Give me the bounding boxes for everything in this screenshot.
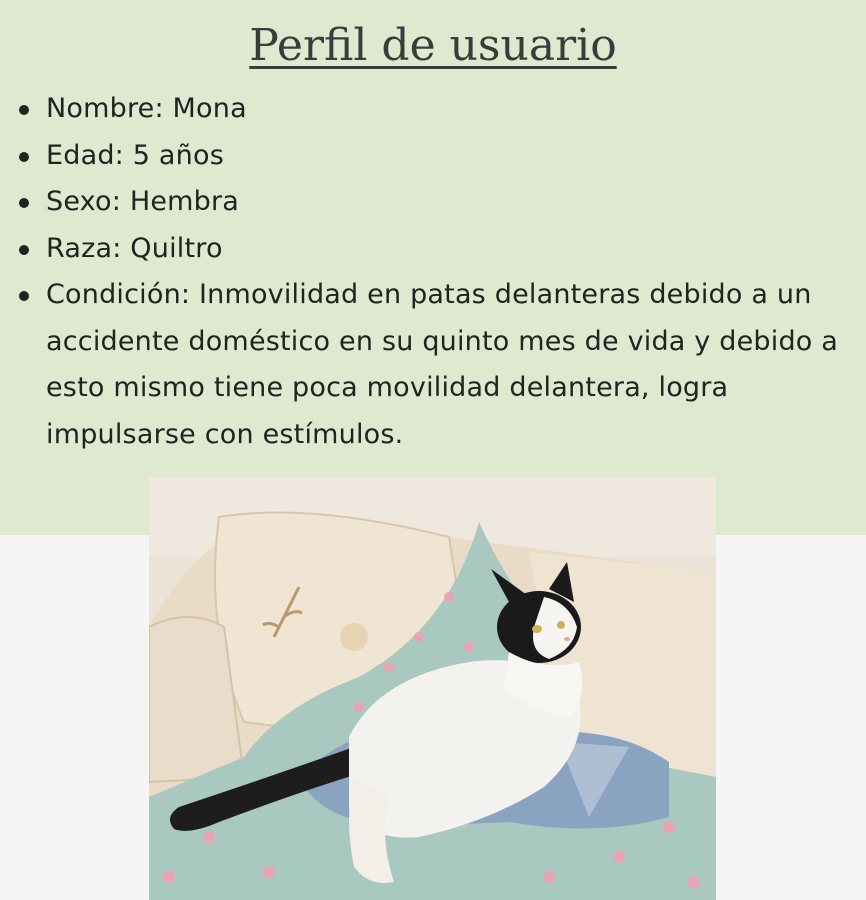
profile-info-list [0,86,860,458]
info-item-name: Nombre: Mona [46,86,860,133]
page-title: Perfil de usuario [249,20,617,71]
info-item-condition: Condición: Inmovilidad en patas delanteras debido a un accidente doméstico en su quinto mes de vida y debido a esto mismo tiene poca movilidad delantera, logra impulsarse con estímulos. [46,272,860,458]
info-item-breed: Raza: Quiltro [46,226,860,273]
info-item-sex: Sexo: Hembra [46,179,860,226]
info-item-age: Edad: 5 años [46,133,860,180]
cat-photo-illustration [149,477,716,900]
cat-photo [149,477,716,900]
